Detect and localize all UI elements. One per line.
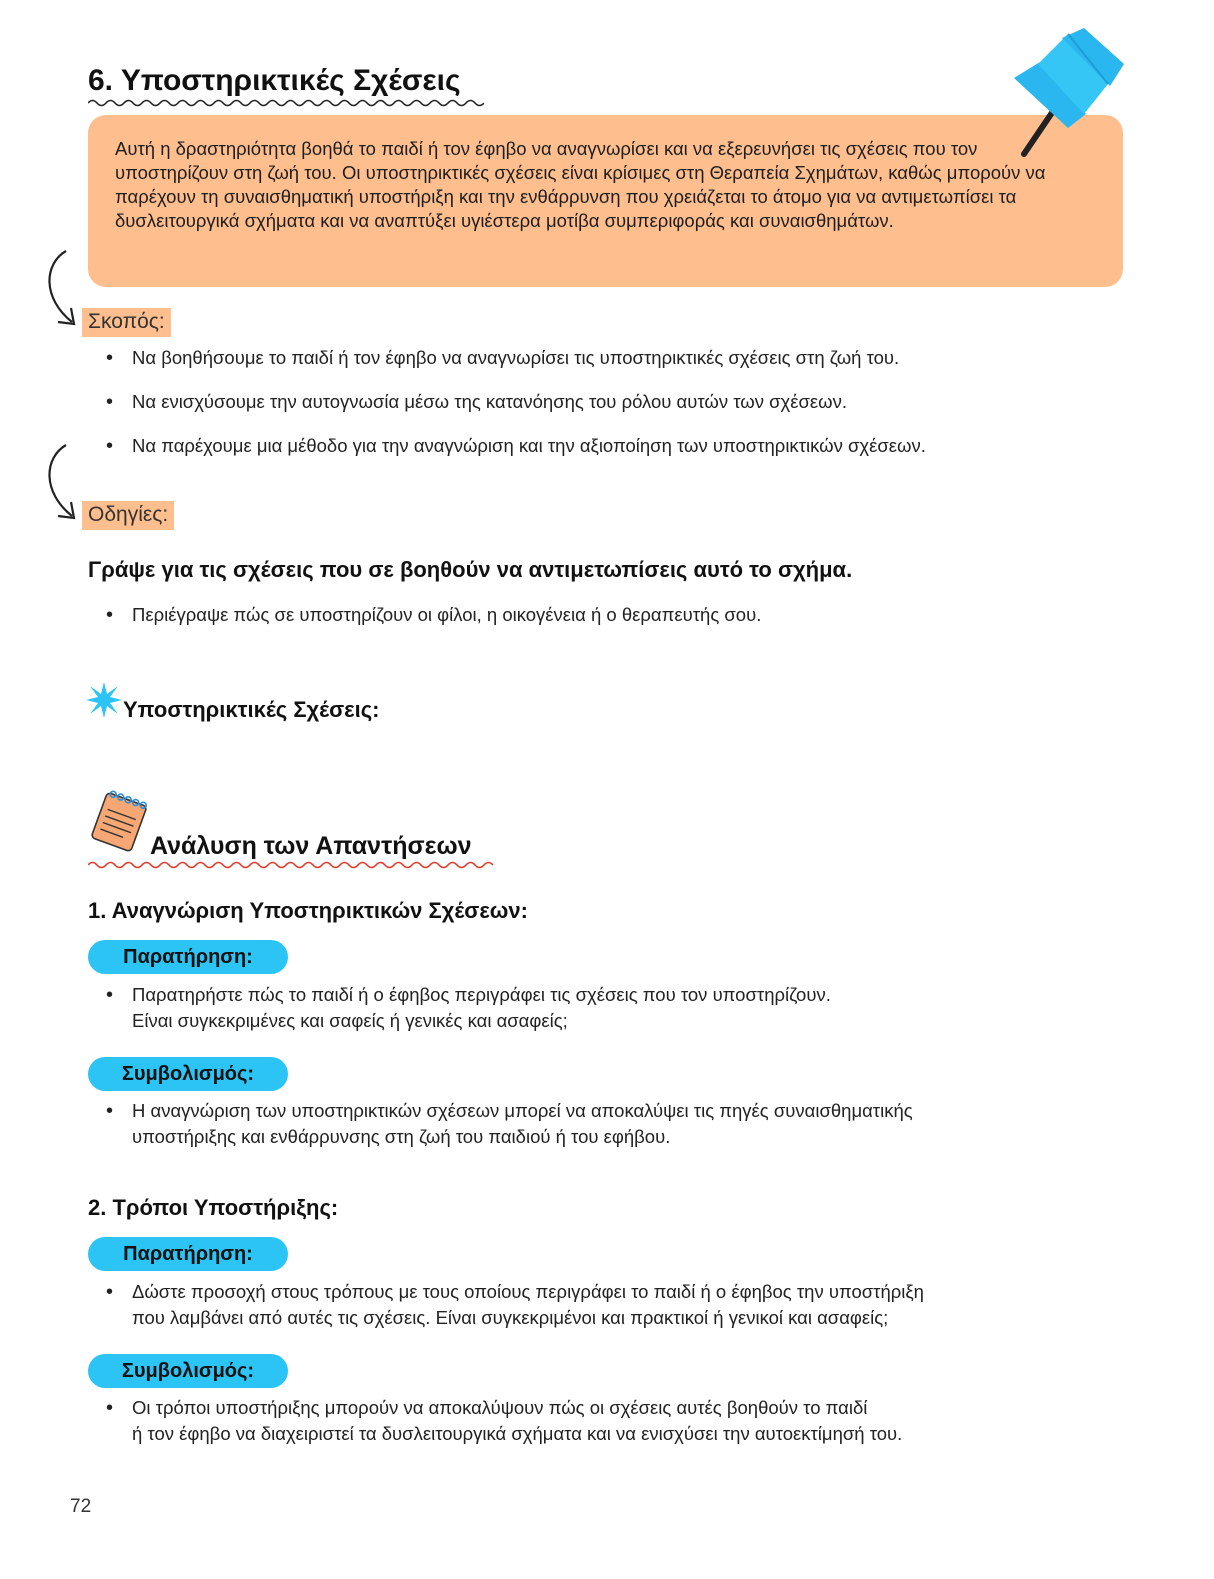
observation-badge: Παρατήρηση:	[88, 1237, 288, 1271]
worksheet-heading: Υποστηρικτικές Σχέσεις:	[123, 697, 380, 722]
symbolism-line: Η αναγνώριση των υποστηρικτικών σχέσεων μπορεί να αποκαλύψει τις πηγές συναισθηματικής	[132, 1100, 913, 1121]
intro-text: Αυτή η δραστηριότητα βοηθά το παιδί ή τον έφηβο να αναγνωρίσει και να εξερευνήσει τις σχέσεις που τον υποστηρίζουν στη ζωή του. Οι υποστηρικτικές σχέσεις είναι κρίσιμες στη Θεραπεία Σχημάτων, καθώς μπορούν να παρέχουν τη συναισθηματική υποστήριξη και την ενθάρρυνση που χρειάζεται το άτομο για να αντιμετωπίσει τα δυσλειτουργικά σχήματα και να αναπτύξει υγιέστερα μοτίβα συμπεριφοράς και συναισθημάτων.	[115, 138, 1046, 231]
list-item: • Να βοηθήσουμε το παιδί ή τον έφηβο να αναγνωρίσει τις υποστηρικτικές σχέσεις στη ζωή του.	[88, 345, 1168, 371]
instructions-label: Οδηγίες:	[82, 501, 174, 530]
observation-line: Παρατηρήστε πώς το παιδί ή ο έφηβος περιγράφει τις σχέσεις που τον υποστηρίζουν.	[132, 984, 831, 1005]
list-item: • Περιέγραψε πώς σε υποστηρίζουν οι φίλοι, η οικογένεια ή ο θεραπευτής σου.	[88, 602, 1168, 628]
symbolism-badge: Συμβολισμός:	[88, 1354, 288, 1388]
symbolism-line: υποστήριξης και ενθάρρυνσης στη ζωή του παιδιού ή του εφήβου.	[132, 1126, 671, 1147]
section-1-title: 1. Αναγνώριση Υποστηρικτικών Σχέσεων:	[88, 898, 528, 923]
list-item	[88, 1395, 1168, 1447]
starburst-icon	[86, 682, 122, 718]
curved-arrow-icon	[40, 442, 84, 524]
section-2-observation	[88, 1279, 1168, 1331]
observation-line: Είναι συγκεκριμένες και σαφείς ή γενικές και ασαφείς;	[132, 1010, 568, 1031]
symbolism-line: Οι τρόποι υποστήριξης μπορούν να αποκαλύψουν πώς οι σχέσεις αυτές βοηθούν το παιδί	[132, 1397, 868, 1418]
observation-badge: Παρατήρηση:	[88, 940, 288, 974]
observation-line: που λαμβάνει από αυτές τις σχέσεις. Είναι συγκεκριμένοι και πρακτικοί ή γενικοί και ασαφείς;	[132, 1307, 889, 1328]
section-1-observation	[88, 982, 1168, 1034]
symbolism-badge: Συμβολισμός:	[88, 1057, 288, 1091]
list-item: • Να παρέχουμε μια μέθοδο για την αναγνώριση και την αξιοποίηση των υποστηρικτικών σχέσεων.	[88, 433, 1168, 459]
instructions-prompt: Γράψε για τις σχέσεις που σε βοηθούν να αντιμετωπίσεις αυτό το σχήμα.	[88, 557, 853, 582]
page-title: 6. Υποστηρικτικές Σχέσεις	[88, 64, 461, 97]
analysis-heading: Ανάλυση των Απαντήσεων	[150, 832, 472, 860]
instructions-list	[88, 602, 1168, 628]
notepad-icon	[86, 790, 152, 854]
section-1-symbolism	[88, 1098, 1168, 1150]
observation-line: Δώστε προσοχή στους τρόπους με τους οποίους περιγράφει το παιδί ή ο έφηβος την υποστήριξη	[132, 1281, 924, 1302]
section-2-symbolism	[88, 1395, 1168, 1447]
list-item	[88, 1098, 1168, 1150]
purpose-list	[88, 345, 1168, 459]
pushpin-icon	[1010, 26, 1128, 158]
title-underline-wave	[88, 98, 484, 108]
list-item	[88, 982, 1168, 1034]
section-2-title: 2. Τρόποι Υποστήριξης:	[88, 1195, 339, 1220]
page-number: 72	[70, 1496, 92, 1517]
curved-arrow-icon	[40, 248, 84, 330]
list-item	[88, 1279, 1168, 1331]
list-item: • Να ενισχύσουμε την αυτογνωσία μέσω της κατανόησης του ρόλου αυτών των σχέσεων.	[88, 389, 1168, 415]
analysis-underline-wave	[88, 860, 496, 870]
purpose-label: Σκοπός:	[82, 308, 171, 337]
symbolism-line: ή τον έφηβο να διαχειριστεί τα δυσλειτουργικά σχήματα και να ενισχύσει την αυτοεκτίμησή του.	[132, 1423, 903, 1444]
